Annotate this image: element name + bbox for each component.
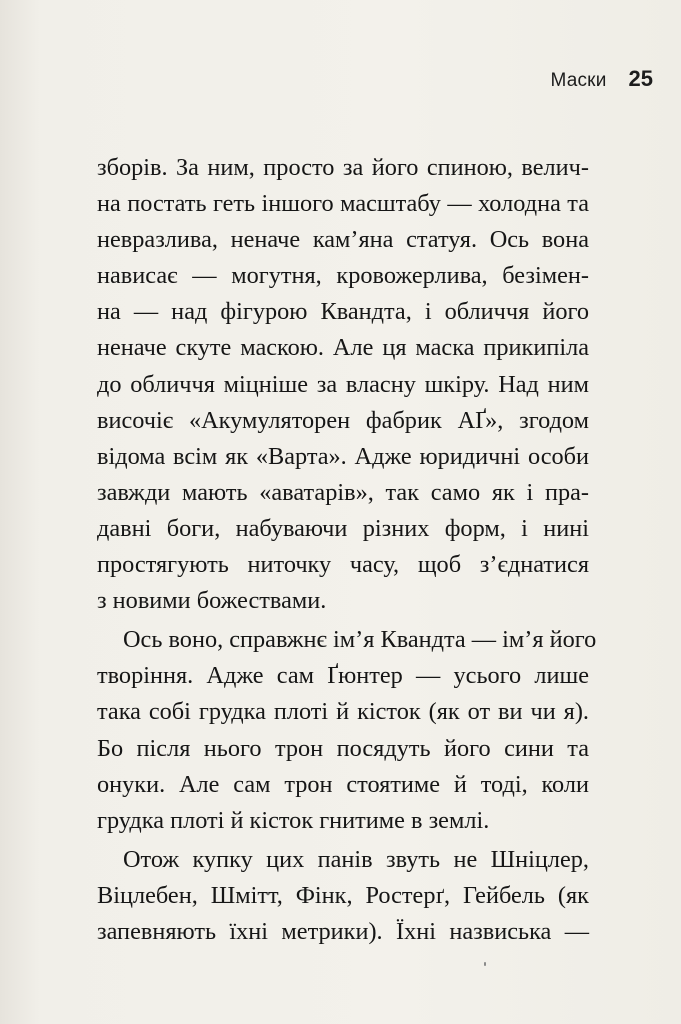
text-line: відома всім як «Варта». Адже юридичні особи	[97, 442, 589, 470]
text-line: творіння. Адже сам Ґюнтер — усього лише	[97, 662, 589, 690]
text-line: неначе скуте маскою. Але ця маска прикипіла	[97, 334, 589, 362]
text-line: на — над фігурою Квандта, і обличчя його	[97, 298, 589, 326]
text-line: до обличчя міцніше за власну шкіру. Над ним	[97, 370, 589, 398]
body-text	[97, 150, 597, 950]
paragraph-1	[97, 150, 589, 619]
text-line: Бо після нього трон посядуть його сини та	[97, 734, 589, 762]
text-line: давні боги, набуваючи різних форм, і нині	[97, 514, 589, 542]
text-line: нависає — могутня, кровожерлива, безімен-	[97, 262, 589, 290]
text-line: Отож купку цих панів звуть не Шніцлер,	[123, 845, 589, 873]
text-line: з новими божествами.	[97, 587, 327, 615]
paragraph-3	[97, 842, 589, 950]
text-line: Ось воно, справжнє ім’я Квандта — ім’я його	[123, 626, 597, 654]
text-line: простягують ниточку часу, щоб з’єднатися	[97, 551, 589, 579]
text-line: на постать геть іншого масштабу — холодна та	[97, 190, 589, 218]
text-line: грудка плоті й кісток гнитиме в землі.	[97, 806, 490, 834]
text-line: зборів. За ним, просто за його спиною, велич-	[97, 154, 589, 181]
text-line: така собі грудка плоті й кісток (як от ви чи я).	[97, 698, 589, 726]
running-title: Маски	[550, 70, 607, 91]
paper-speck	[484, 962, 486, 966]
page-header	[550, 66, 653, 92]
text-line: височіє «Акумуляторен фабрик АҐ», згодом	[97, 406, 589, 434]
page-number: 25	[628, 66, 653, 91]
paragraph-2	[97, 622, 597, 839]
text-line: завжди мають «аватарів», так само як і пра-	[97, 478, 589, 506]
text-line: невразлива, неначе кам’яна статуя. Ось вона	[97, 226, 589, 254]
text-line: онуки. Але сам трон стоятиме й тоді, коли	[97, 770, 589, 798]
text-line: запевняють їхні метрики). Їхні назвиська —	[97, 917, 589, 945]
text-line: Віцлебен, Шмітт, Фінк, Ростерґ, Гейбель (як	[97, 881, 589, 909]
